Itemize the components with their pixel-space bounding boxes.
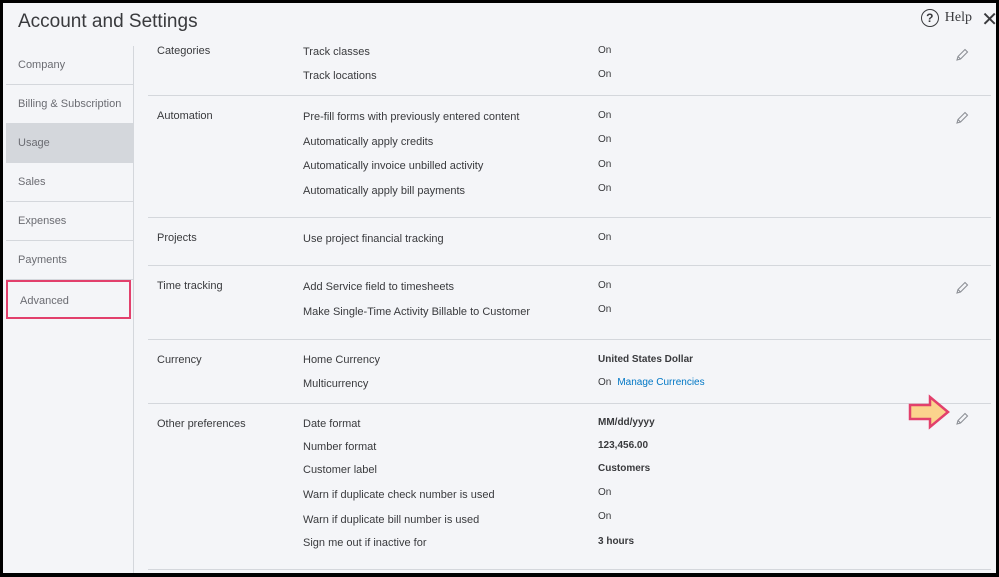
arrow-pointer-icon (908, 395, 950, 429)
settings-window (3, 3, 996, 573)
setting-name: Pre-fill forms with previously entered content (303, 111, 520, 123)
setting-value: 3 hours (598, 536, 635, 547)
setting-value: On (598, 45, 612, 56)
manage-currencies-link[interactable]: Manage Currencies (617, 377, 705, 388)
help-icon: ? (921, 9, 939, 27)
setting-name: Track classes (303, 46, 370, 58)
sidebar-item-billing[interactable]: Billing & Subscription (6, 85, 133, 124)
section-time-tracking (148, 266, 991, 340)
edit-pencil-icon[interactable] (954, 110, 970, 126)
setting-value: On (598, 69, 612, 80)
setting-name: Warn if duplicate check number is used (303, 489, 495, 501)
setting-value: On (598, 280, 612, 291)
section-currency (148, 340, 991, 404)
setting-value: On (598, 377, 612, 388)
setting-name: Use project financial tracking (303, 233, 444, 245)
setting-value: On (598, 134, 612, 145)
setting-value: On (598, 232, 612, 243)
setting-value: On (598, 304, 612, 315)
setting-name: Home Currency (303, 354, 381, 366)
setting-name: Warn if duplicate bill number is used (303, 514, 480, 526)
section-projects (148, 218, 991, 266)
section-categories (148, 39, 991, 96)
setting-name: Number format (303, 441, 377, 453)
sidebar-item-expenses[interactable]: Expenses (6, 202, 133, 241)
setting-name: Multicurrency (303, 378, 369, 390)
sidebar-item-payments[interactable]: Payments (6, 241, 133, 280)
sidebar-item-advanced[interactable]: Advanced (6, 280, 131, 319)
section-label: Time tracking (157, 280, 223, 292)
setting-name: Make Single-Time Activity Billable to Customer (303, 306, 531, 318)
setting-name: Customer label (303, 464, 377, 476)
setting-value: On (598, 487, 612, 498)
setting-value: On (598, 511, 612, 522)
page-title: Account and Settings (18, 11, 198, 32)
setting-name: Automatically apply bill payments (303, 185, 466, 197)
edit-pencil-icon[interactable] (954, 411, 970, 427)
edit-pencil-icon[interactable] (954, 280, 970, 296)
section-label: Other preferences (157, 418, 246, 430)
setting-value: Customers (598, 463, 651, 474)
close-icon[interactable]: ✕ (981, 9, 998, 31)
section-label: Currency (157, 354, 202, 366)
section-other-preferences (148, 404, 991, 570)
setting-value: On (598, 110, 612, 121)
setting-name: Add Service field to timesheets (303, 281, 455, 293)
setting-value: 123,456.00 (598, 440, 649, 451)
multicurrency-value (598, 377, 705, 388)
help-label: Help (944, 10, 972, 25)
section-automation (148, 96, 991, 218)
section-label: Projects (157, 232, 197, 244)
setting-name: Automatically apply credits (303, 136, 434, 148)
setting-value: MM/dd/yyyy (598, 417, 655, 428)
setting-value: On (598, 159, 612, 170)
setting-name: Date format (303, 418, 361, 430)
settings-content (148, 39, 991, 570)
setting-name: Sign me out if inactive for (303, 537, 427, 549)
setting-value: United States Dollar (598, 354, 694, 365)
sidebar-item-company[interactable]: Company (6, 46, 133, 85)
help-button[interactable] (921, 9, 972, 27)
section-label: Automation (157, 110, 213, 122)
section-label: Categories (157, 45, 211, 57)
settings-sidebar (6, 46, 134, 573)
setting-name: Automatically invoice unbilled activity (303, 160, 484, 172)
sidebar-item-usage[interactable]: Usage (6, 124, 133, 163)
setting-name: Track locations (303, 70, 377, 82)
edit-pencil-icon[interactable] (954, 47, 970, 63)
setting-value: On (598, 183, 612, 194)
sidebar-item-sales[interactable]: Sales (6, 163, 133, 202)
